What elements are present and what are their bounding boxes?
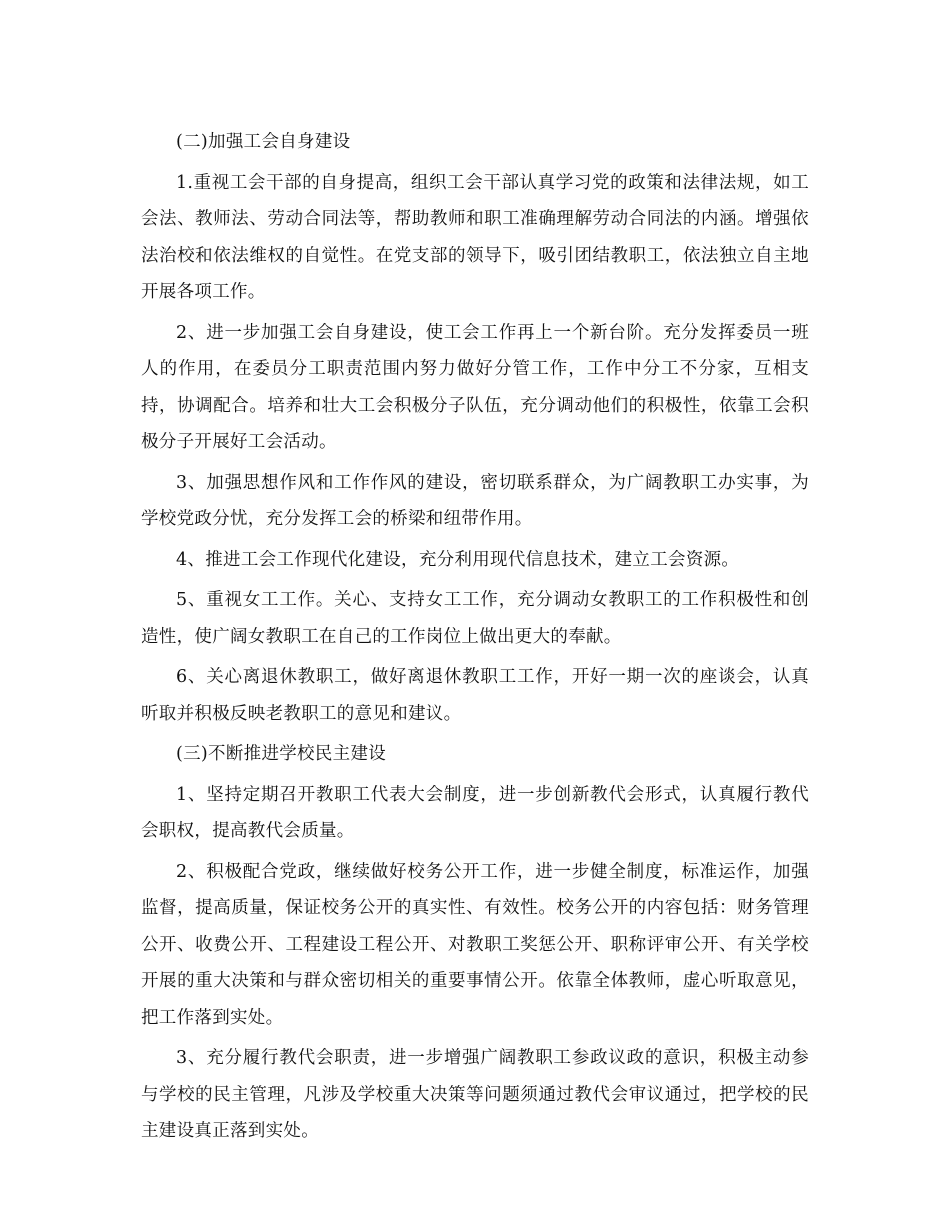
- paragraph-congress-duties: 3、充分履行教代会职责，进一步增强广阔教职工参政议政的意识，积极主动参与学校的民主管理，凡涉及学校重大决策等问题须通过教代会审议通过，把学校的民主建设真正落到实处。: [141, 1048, 809, 1141]
- paragraph-union-self-building: 2、进一步加强工会自身建设，使工会工作再上一个新台阶。充分发挥委员一班人的作用，在委员分工职责范围内努力做好分管工作，工作中分工不分家，互相支持，协调配合。培养和壮大工会积极分子队伍，充分调动他们的积极性，依靠工会积极分子开展好工会活动。: [141, 322, 809, 452]
- paragraph-retired-staff: 6、关心离退休教职工，做好离退休教职工工作，开好一期一次的座谈会，认真听取并积极反映老教职工的意见和建议。: [141, 667, 809, 724]
- section-heading-democracy: (三)不断推进学校民主建设: [176, 744, 387, 764]
- paragraph-school-affairs-openness: 2、积极配合党政，继续做好校务公开工作，进一步健全制度，标准运作，加强监督，提高质量，保证校务公开的真实性、有效性。校务公开的内容包括：财务管理公开、收费公开、工程建设工程公开、对教职工奖惩公开、职称评审公开、有关学校开展的重大决策和与群众密切相关的重要事情公开。依靠全体教师，虚心听取意见，把工作落到实处。: [141, 861, 809, 1028]
- paragraph-union-cadre-improvement: 1.重视工会干部的自身提高，组织工会干部认真学习党的政策和法律法规，如工会法、教师法、劳动合同法等，帮助教师和职工准确理解劳动合同法的内涵。增强依法治校和依法维权的自觉性。在党支部的领导下，吸引团结教职工，依法独立自主地开展各项工作。: [141, 172, 809, 302]
- document-body: [141, 124, 809, 1154]
- section-heading-strengthen-union: (二)加强工会自身建设: [176, 132, 351, 152]
- paragraph-staff-congress: 1、坚持定期召开教职工代表大会制度，进一步创新教代会形式，认真履行教代会职权，提高教代会质量。: [141, 784, 809, 841]
- paragraph-work-style: 3、加强思想作风和工作作风的建设，密切联系群众，为广阔教职工办实事，为学校党政分忧，充分发挥工会的桥梁和纽带作用。: [141, 472, 809, 529]
- paragraph-female-staff: 5、重视女工工作。关心、支持女工工作，充分调动女教职工的工作积极性和创造性，使广阔女教职工在自己的工作岗位上做出更大的奉献。: [141, 590, 809, 647]
- paragraph-modernization: 4、推进工会工作现代化建设，充分利用现代信息技术，建立工会资源。: [176, 549, 740, 570]
